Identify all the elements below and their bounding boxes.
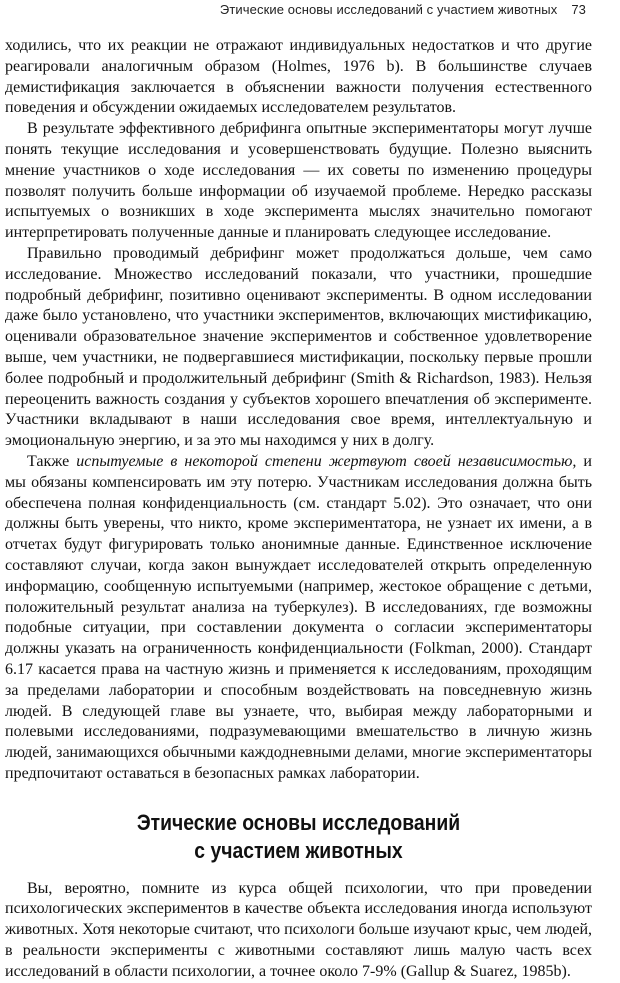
running-head [0,2,586,17]
running-head-title: Этические основы исследований с участием животных [219,2,558,17]
page-number: 73 [571,2,586,17]
section-heading-line1: Этические основы исследований [136,809,461,835]
paragraph-continuation: ходились, что их реакции не отражают индивидуальных недостатков и что другие реагировали аналогичным образом (Holmes, 1976 b). В большинстве случаев демистификация заключается в объяснении важности получения естественного поведения и обсуждении ожидаемых исследователем результатов. [5,37,592,117]
paragraph-confidentiality-italic: испытуемые в некоторой степени жертвуют своей независимостью, [76,452,577,470]
page-body [5,36,592,983]
paragraph-debriefing-benefits: В результате эффективного дебрифинга опытные экспериментаторы могут лучше понять текущие исследования и усовершенствовать будущие. Полезно выяснить мнение участников о ходе исследования — их советы по изменению процедуры позволят получить больше информации об изучаемой проблеме. Нередко рассказы испытуемых о возникших в ходе эксперимента мыслях значительно помогают интерпретировать полученные данные и планировать следующее исследование. [5,120,592,242]
section-heading-line2: с участием животных [194,837,403,863]
paragraph-confidentiality [5,452,592,785]
paragraph-confidentiality-rest: и мы обязаны компенсировать им эту потерю. Участникам исследования должна быть обеспечена полная конфиденциальность (см. стандарт 5.02). Это означает, что они должны быть уверены, что никто, кроме экспериментатора, не узнает их имени, а в отчетах будут фигурировать только анонимные данные. Единственное исключение составляют случаи, когда закон вынуждает исследователей открыть определенную информацию, сообщенную испытуемыми (например, жестокое обращение с детьми, положительный результат анализа на туберкулез). В исследованиях, где возможны подобные ситуации, при составлении документа о согласии экспериментаторы должны указать на ограниченность конфиденциальности (Folkman, 2000). Стандарт 6.17 касается права на частную жизнь и применяется к исследованиям, проходящим за пределами лаборатории и способным воздействовать на повседневную жизнь людей. В следующей главе вы узнаете, что, выбирая между лабораторными и полевыми исследованиями, подразумевающими вмешательство в личную жизнь людей, занимающихся обычными каждодневными делами, многие экспериментаторы предпочитают оставаться в безопасных рамках лаборатории. [5,452,592,782]
section-heading [40,809,557,865]
paragraph-debriefing-duration: Правильно проводимый дебрифинг может продолжаться дольше, чем само исследование. Множество исследований показали, что участники, прошедшие подробный дебрифинг, позитивно оценивают эксперименты. В одном исследовании даже было установлено, что участники экспериментов, включающих мистификацию, оценивали образовательное значение экспериментов и собственное удовлетворение выше, чем участники, не подвергавшиеся мистификации, поскольку первые прошли более подробный и продолжительный дебрифинг (Smith & Richardson, 1983). Нельзя переоценить важность создания у субъектов хорошего впечатления об эксперименте. Участники вкладывают в наши исследования свое время, интеллектуальную и эмоциональную энергию, и за это мы находимся у них в долгу. [5,244,592,450]
paragraph-animal-research: Вы, вероятно, помните из курса общей психологии, что при проведении психологических экспериментов в качестве объекта исследования иногда используют животных. Хотя некоторые считают, что психологи больше изучают крыс, чем людей, в реальности эксперименты с животными составляют лишь малую часть всех исследований в области психологии, а точнее около 7-9% (Gallup & Suarez, 1985b). [5,879,592,980]
paragraph-confidentiality-start: Также [27,452,77,470]
